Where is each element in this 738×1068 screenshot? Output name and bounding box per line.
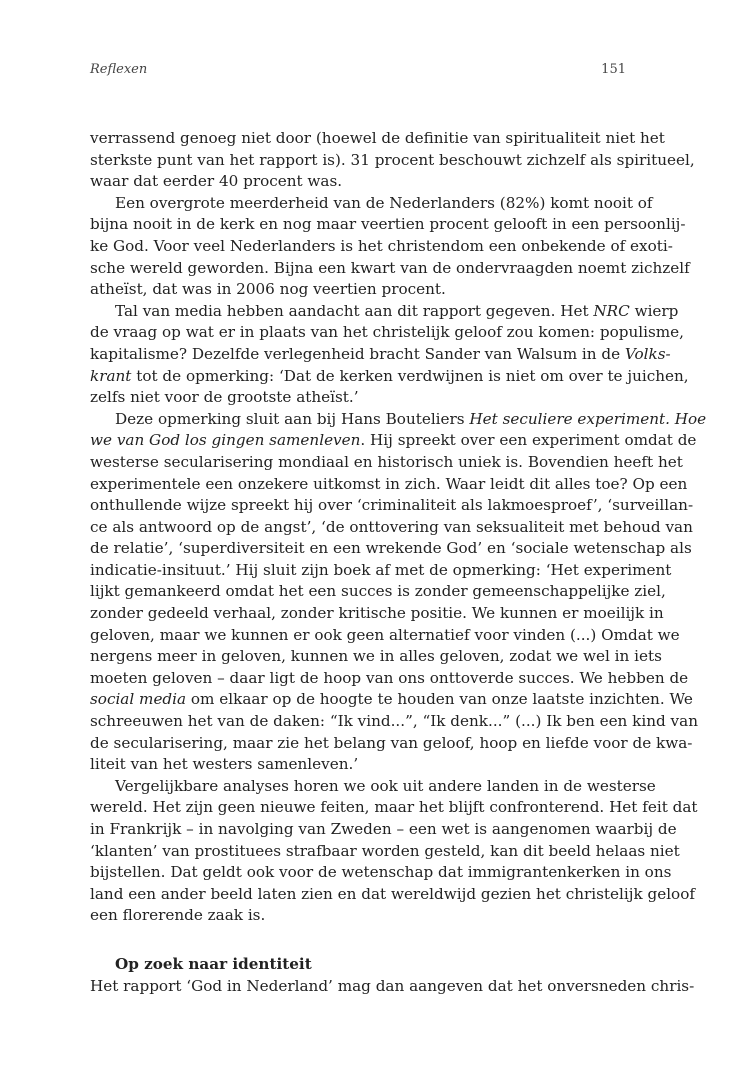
section-heading: Op zoek naar identiteit bbox=[115, 954, 312, 973]
text-line bbox=[90, 517, 693, 539]
text-line bbox=[90, 538, 692, 560]
running-title: Reflexen bbox=[90, 62, 148, 77]
text-run: wereld. Het zijn geen nieuwe feiten, maar het blijft confronterend. Het feit dat bbox=[90, 798, 698, 817]
text-line bbox=[90, 581, 666, 603]
closing-line: Het rapport ‘God in Nederland’ mag dan aangeven dat het onversneden chris- bbox=[90, 976, 695, 995]
text-line bbox=[90, 430, 697, 452]
text-run: de secularisering, maar zie het belang van geloof, hoop en liefde voor de kwa- bbox=[90, 733, 693, 752]
text-run: schreeuwen het van de daken: “Ik vind...”, “Ik denk...” (...) Ik ben een kind van bbox=[90, 712, 698, 731]
italic-text: NRC bbox=[593, 301, 630, 320]
text-run: in Frankrijk – in navolging van Zweden – een wet is aangenomen waarbij de bbox=[90, 820, 677, 838]
text-run: ke God. Voor veel Nederlanders is het christendom een onbekende of exoti- bbox=[90, 236, 673, 255]
text-line bbox=[90, 733, 693, 755]
page-number: 151 bbox=[601, 62, 626, 77]
text-run: zonder gedeeld verhaal, zonder kritische positie. We kunnen er moeilijk in bbox=[90, 604, 664, 623]
text-run: de vraag op wat er in plaats van het christelijk geloof zou komen: populisme, bbox=[90, 323, 684, 342]
text-line bbox=[90, 128, 665, 150]
italic-text: krant bbox=[90, 366, 132, 385]
text-run: ‘klanten’ van prostituees strafbaar worden gesteld, kan dit beeld helaas niet bbox=[90, 841, 680, 860]
italic-text: Volks- bbox=[624, 344, 671, 363]
text-run: nergens meer in geloven, kunnen we in alles geloven, zodat we wel in iets bbox=[90, 647, 662, 666]
heading-spacer bbox=[90, 927, 626, 954]
text-line bbox=[90, 711, 698, 733]
text-run: sterkste punt van het rapport is). 31 procent beschouwt zichzelf als spiritueel, bbox=[90, 150, 695, 169]
text-run: een florerende zaak is. bbox=[90, 906, 266, 925]
text-line bbox=[90, 150, 695, 172]
text-run: zelfs niet voor de grootste atheïst.’ bbox=[90, 388, 359, 407]
text-run: land een ander beeld laten zien en dat wereldwijd gezien het christelijk geloof bbox=[90, 884, 695, 903]
text-run: sche wereld geworden. Bijna een kwart van de ondervraagden noemt zichzelf bbox=[90, 258, 690, 277]
italic-text: Het seculiere experiment. Hoe bbox=[469, 409, 707, 428]
text-line bbox=[90, 905, 626, 927]
text-line bbox=[90, 819, 677, 841]
text-run: atheïst, dat was in 2006 nog veertien procent. bbox=[90, 280, 446, 299]
text-run: Tal van media hebben aandacht aan dit rapport gegeven. Het bbox=[115, 301, 594, 320]
text-run: bijna nooit in de kerk en nog maar veertien procent gelooft in een persoonlij- bbox=[90, 215, 686, 234]
text-run: om elkaar op de hoogte te houden van onze laatste inzichten. We bbox=[186, 690, 693, 709]
italic-text: social media bbox=[90, 690, 187, 709]
text-line bbox=[90, 301, 679, 323]
text-line bbox=[90, 668, 689, 690]
text-line bbox=[90, 689, 693, 711]
text-run: experimentele een onzekere uitkomst in zich. Waar leidt dit alles toe? Op een bbox=[90, 474, 688, 493]
text-line bbox=[90, 776, 656, 798]
body-text bbox=[90, 128, 707, 997]
text-line bbox=[90, 474, 688, 496]
text-line bbox=[90, 366, 689, 388]
text-line bbox=[90, 258, 690, 280]
text-line bbox=[90, 841, 680, 863]
text-run: tot de opmerking: ‘Dat de kerken verdwijnen is niet om over te juichen, bbox=[131, 366, 689, 385]
text-line bbox=[90, 322, 684, 344]
text-line bbox=[90, 409, 707, 431]
text-run: de relatie’, ‘superdiversiteit en een wrekende God’ en ‘sociale wetenschap als bbox=[90, 539, 692, 558]
text-line bbox=[90, 193, 653, 215]
text-line bbox=[90, 797, 698, 819]
text-line bbox=[90, 754, 626, 776]
text-run: lijkt gemankeerd omdat het een succes is zonder gemeenschappelijke ziel, bbox=[90, 582, 666, 601]
text-run: liteit van het westers samenleven.’ bbox=[90, 755, 359, 774]
text-line bbox=[90, 452, 683, 474]
text-line bbox=[90, 625, 680, 647]
text-run: waar dat eerder 40 procent was. bbox=[90, 172, 343, 191]
text-line bbox=[90, 495, 694, 517]
text-run: kapitalisme? Dezelfde verlegenheid bracht Sander van Walsum in de bbox=[90, 344, 625, 363]
text-line bbox=[90, 344, 671, 366]
text-line bbox=[90, 236, 673, 258]
text-line bbox=[90, 560, 672, 582]
text-run: Deze opmerking sluit aan bij Hans Bouteliers bbox=[115, 409, 470, 428]
text-run: wierp bbox=[629, 301, 679, 320]
text-run: verrassend genoeg niet door (hoewel de definitie van spiritualiteit niet het bbox=[90, 129, 665, 147]
text-line bbox=[90, 387, 626, 409]
text-line bbox=[90, 171, 626, 193]
text-run: westerse secularisering mondiaal en historisch uniek is. Bovendien heeft het bbox=[90, 452, 683, 471]
text-run: onthullende wijze spreekt hij over ‘criminaliteit als lakmoesproef’, ‘surveillan- bbox=[90, 496, 694, 515]
text-run: . Hij spreekt over een experiment omdat de bbox=[360, 431, 697, 450]
italic-text: we van God los gingen samenleven bbox=[90, 431, 361, 450]
text-run: geloven, maar we kunnen er ook geen alternatief voor vinden (...) Omdat we bbox=[90, 625, 680, 644]
text-line bbox=[90, 862, 672, 884]
text-run: moeten geloven – daar ligt de hoop van ons onttoverde succes. We hebben de bbox=[90, 668, 689, 687]
text-line bbox=[90, 214, 686, 236]
text-line bbox=[90, 279, 626, 301]
text-run: ce als antwoord op de angst’, ‘de onttovering van seksualiteit met behoud van bbox=[90, 517, 693, 536]
text-run: Een overgrote meerderheid van de Nederlanders (82%) komt nooit of bbox=[115, 193, 653, 212]
text-line bbox=[90, 884, 695, 906]
text-line bbox=[90, 603, 664, 625]
text-run: bijstellen. Dat geldt ook voor de wetenschap dat immigrantenkerken in ons bbox=[90, 863, 672, 882]
text-line bbox=[90, 646, 662, 668]
text-run: Vergelijkbare analyses horen we ook uit andere landen in de westerse bbox=[115, 776, 656, 795]
text-run: indicatie-insituut.’ Hij sluit zijn boek af met de opmerking: ‘Het experiment bbox=[90, 560, 672, 579]
